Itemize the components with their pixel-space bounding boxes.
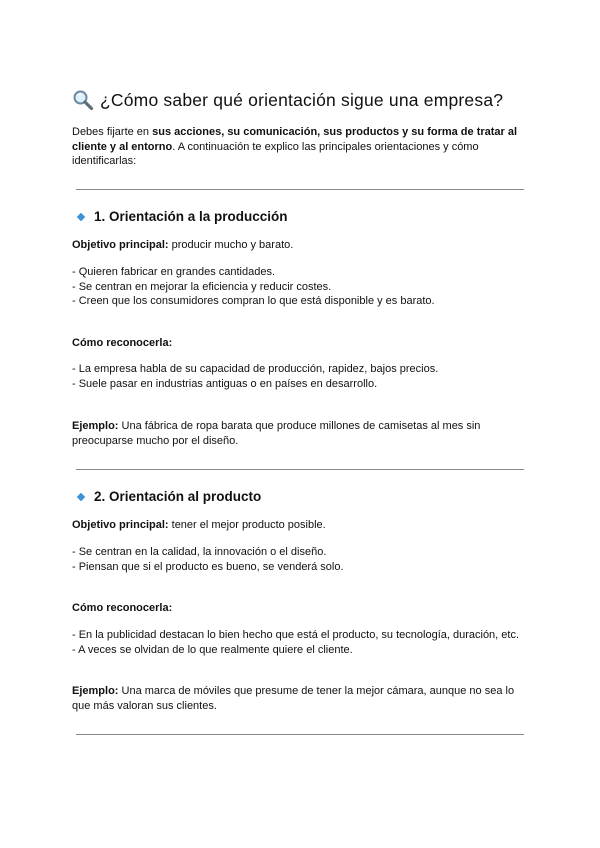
recognize-label: Cómo reconocerla: [72,337,173,349]
objective-line [72,238,293,253]
magnifying-glass-icon [72,89,94,111]
intro-emphasis: sus acciones, su comunicación, sus productos y su forma de tratar al cliente y al entorno [72,126,518,153]
diamond-bullet-icon [77,492,85,500]
recognize-label: Cómo reconocerla: [72,602,173,614]
example-label: Ejemplo: [72,420,119,432]
example-paragraph [72,419,527,448]
example-text: Una fábrica de ropa barata que produce millones de camisetas al mes sin preocuparse mucho por el diseño. [72,420,481,447]
section-heading [76,209,288,224]
example-text: Una marca de móviles que presume de tener la mejor cámara, aunque no sea lo que más valoran sus clientes. [72,685,515,712]
list-item: - En la publicidad destacan lo bien hecho que está el producto, su tecnología, duración, etc. [72,629,520,641]
section-title: 2. Orientación al producto [94,489,262,504]
list-item: - La empresa habla de su capacidad de producción, rapidez, bajos precios. [72,363,439,375]
example-paragraph [72,684,527,713]
example-label: Ejemplo: [72,685,119,697]
objective-label: Objetivo principal: [72,519,169,531]
intro-text-start: Debes fijarte en [72,126,153,138]
objective-text: producir mucho y barato. [168,239,294,251]
list-item: - Piensan que si el producto es bueno, se venderá solo. [72,561,344,573]
list-item: - Creen que los consumidores compran lo que está disponible y es barato. [72,295,435,307]
section-title: 1. Orientación a la producción [94,209,288,224]
intro-text-end: . A continuación te explico las principales orientaciones y cómo identificarlas: [72,140,479,167]
objective-label: Objetivo principal: [72,239,169,251]
intro-paragraph [72,125,527,169]
section-divider [76,734,524,735]
title-row [72,89,503,111]
diamond-bullet-icon [77,212,85,220]
section-heading [76,489,261,504]
objective-text: tener el mejor producto posible. [168,519,326,531]
page-title: ¿Cómo saber qué orientación sigue una empresa? [100,89,504,110]
list-item: - Se centran en la calidad, la innovación o el diseño. [72,546,327,558]
section-divider [76,189,524,190]
objective-line [72,518,326,533]
section-divider [76,469,524,470]
list-item: - A veces se olvidan de lo que realmente quiere el cliente. [72,644,353,656]
list-item: - Se centran en mejorar la eficiencia y reducir costes. [72,281,332,293]
list-item: - Quieren fabricar en grandes cantidades. [72,266,276,278]
list-item: - Suele pasar en industrias antiguas o en países en desarrollo. [72,378,378,390]
